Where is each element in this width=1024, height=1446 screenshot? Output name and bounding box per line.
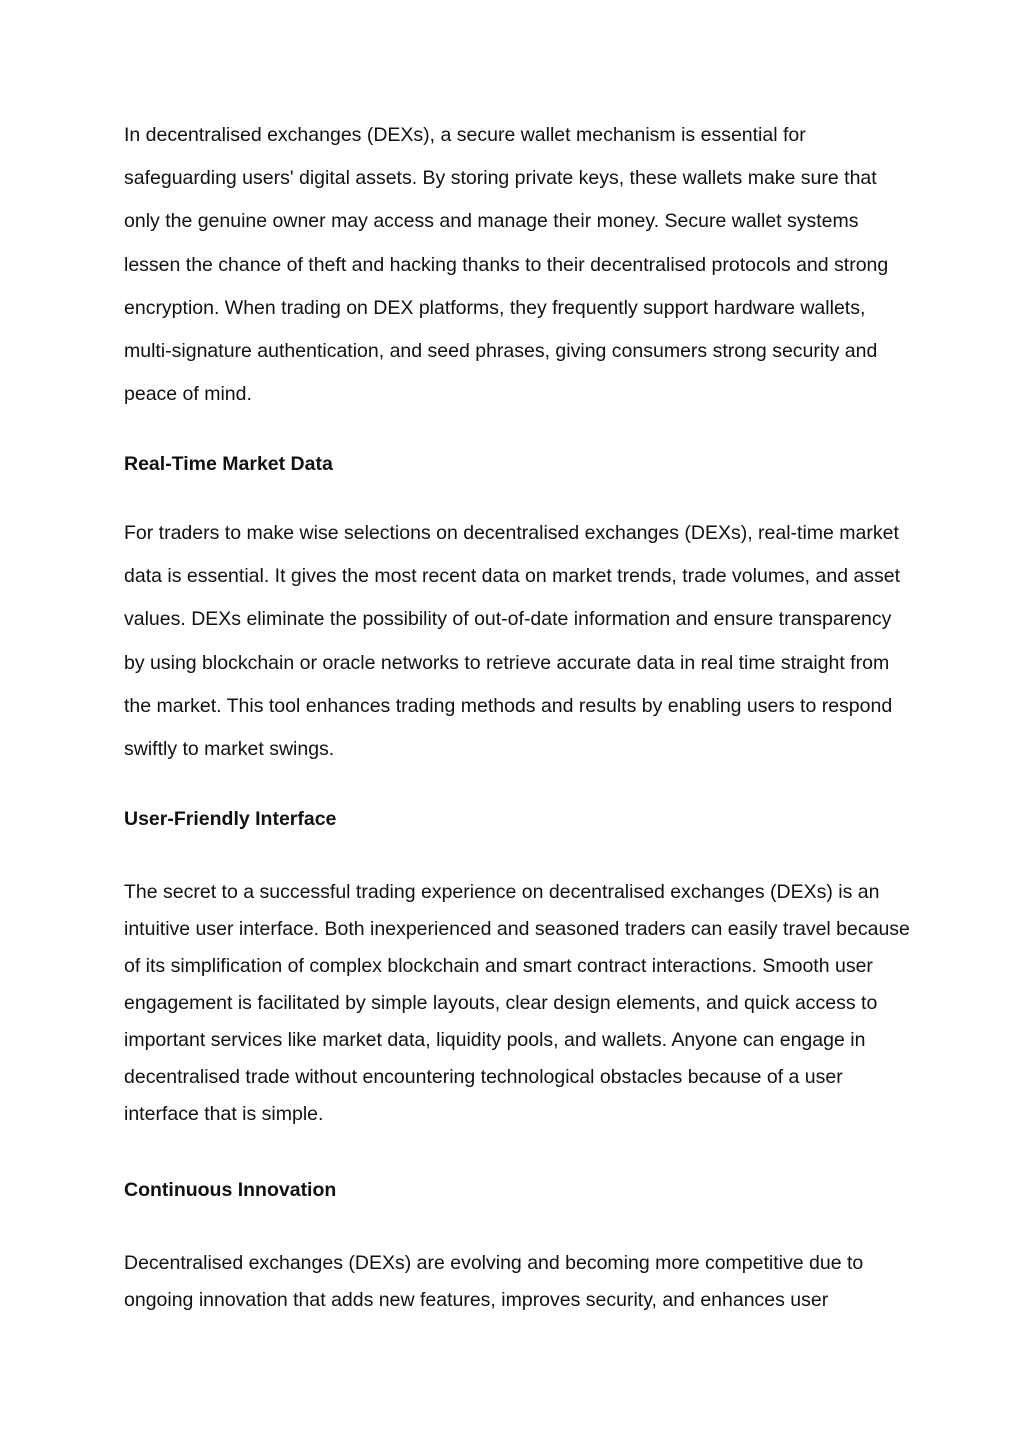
section-heading-real-time-market-data: Real-Time Market Data xyxy=(124,453,333,475)
section-heading-continuous-innovation: Continuous Innovation xyxy=(124,1179,337,1201)
section-paragraph-continuous-innovation: Decentralised exchanges (DEXs) are evolving and becoming more competitive due to ongoing innovation that adds new features, improves security, and enhances user xyxy=(124,1252,864,1311)
section-paragraph-user-friendly-interface: The secret to a successful trading experience on decentralised exchanges (DEXs) is an intuitive user interface. Both inexperienced and seasoned traders can easily travel because of its simplification of complex blockchain and smart contract interactions. Smooth user engagement is facilitated by simple layouts, clear design elements, and quick access to important services like market data, liquidity pools, and wallets. Anyone can engage in decentralised trade without encountering technological obstacles because of a user interface that is simple. xyxy=(124,881,910,1125)
intro-paragraph: In decentralised exchanges (DEXs), a secure wallet mechanism is essential for safeguarding users' digital assets. By storing private keys, these wallets make sure that only the genuine owner may access and manage their money. Secure wallet systems lessen the chance of theft and hacking thanks to their decentralised protocols and strong encryption. When trading on DEX platforms, they frequently support hardware wallets, multi-signature authentication, and seed phrases, giving consumers strong security and peace of mind. xyxy=(124,124,889,406)
section-paragraph-real-time-market-data: For traders to make wise selections on decentralised exchanges (DEXs), real-time market data is essential. It gives the most recent data on market trends, trade volumes, and asset values. DEXs eliminate the possibility of out-of-date information and ensure transparency by using blockchain or oracle networks to retrieve accurate data in real time straight from the market. This tool enhances trading methods and results by enabling users to respond swiftly to market swings. xyxy=(124,522,901,761)
section-heading-user-friendly-interface: User-Friendly Interface xyxy=(124,808,337,830)
